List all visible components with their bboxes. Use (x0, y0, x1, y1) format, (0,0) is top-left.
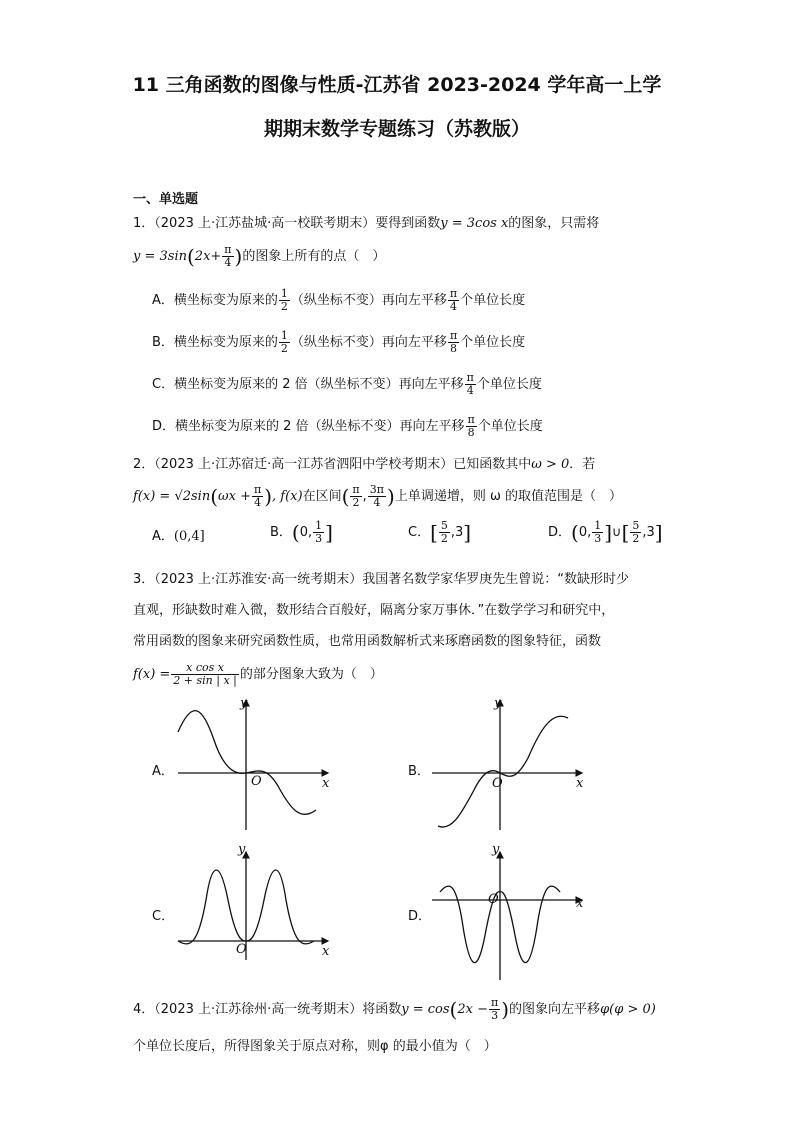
q1-stem-line1: 1．（2023 上·江苏盐城·高一校联考期末）要得到函数y = 3cos x的图象，只需将 (133, 216, 600, 231)
graph-b-origin: O (492, 776, 503, 791)
q1-option-d[interactable]: D．横坐标变为原来的 2 倍（纵坐标不变）再向左平移 $\frac{\pi}{8}$ 个单位长度 (152, 413, 543, 439)
q4-stem-line2: 个单位长度后，所得图象关于原点对称，则φ 的最小值为（ ） (133, 1039, 497, 1054)
q2-option-c[interactable]: C．[ $\frac{5}{2}$ ,3] (408, 519, 472, 545)
graph-b (432, 700, 582, 830)
q3-stem-line1: 3．（2023 上·江苏淮安·高一统考期末）我国著名数学家华罗庚先生曾说：“数缺形时少 (133, 572, 629, 587)
section-heading: 一、单选题 (133, 192, 199, 207)
q1-option-c[interactable]: C．横坐标变为原来的 2 倍（纵坐标不变）再向左平移 $\frac{\pi}{4}$ 个单位长度 (152, 371, 542, 397)
q2-option-b[interactable]: B．(0, $\frac{1}{3}$ ] (270, 519, 333, 545)
q3-option-b-label[interactable]: B． (408, 764, 430, 779)
graph-d-x-label: x (576, 896, 584, 911)
graph-d-y-label: y (492, 842, 500, 857)
q1-option-b[interactable]: B．横坐标变为原来的 $\frac{1}{2}$ （纵坐标不变）再向左平移 $\frac{\pi}{8}$ 个单位长度 (152, 329, 526, 355)
q1-stem-line2: y = 3sin(2x+ $\frac{\pi}{4}$ )的图象上所有的点（ ） (133, 243, 386, 269)
q4-stem-line1: 4．（2023 上·江苏徐州·高一统考期末）将函数y = cos(2x − $\frac{\pi}{3}$ )的图象向左平移φ(φ > 0) (133, 996, 656, 1022)
graph-b-x-label: x (576, 776, 584, 791)
graph-c (178, 852, 328, 960)
q3-stem-line3: 常用函数的图象来研究函数性质，也常用函数解析式来琢磨函数的图象特征，函数 (133, 634, 602, 649)
q2-option-d[interactable]: D．(0, $\frac{1}{3}$ ]∪[ $\frac{5}{2}$ ,3] (548, 519, 663, 545)
graph-c-x-label: x (322, 944, 330, 959)
graph-a-origin: O (251, 774, 262, 789)
page-title-line1: 11 三角函数的图像与性质-江苏省 2023-2024 学年高一上学 (132, 74, 662, 96)
q3-option-a-label[interactable]: A． (152, 764, 174, 779)
q3-stem-line4: f(x) = $\frac{\text{x cos x}}{2 + \sin | x |}$ 的部分图象大致为（ ） (133, 661, 383, 687)
q2-stem-line1: 2．（2023 上·江苏宿迁·高一江苏省泗阳中学校考期末）已知函数其中ω > 0．若 (133, 457, 596, 472)
q3-option-c-label[interactable]: C． (152, 909, 175, 924)
q3-stem-line2: 直观，形缺数时难入微，数形结合百般好，隔离分家万事休．”在数学学习和研究中， (133, 603, 615, 618)
q3-option-d-label[interactable]: D． (408, 909, 432, 924)
graph-c-y-label: y (238, 842, 246, 857)
q1-option-a[interactable]: A．横坐标变为原来的 $\frac{1}{2}$ （纵坐标不变）再向左平移 $\frac{\pi}{4}$ 个单位长度 (152, 287, 526, 313)
graph-d-origin: O (488, 892, 499, 907)
graph-a-x-label: x (322, 776, 330, 791)
page-title-line2: 期期末数学专题练习（苏教版） (263, 118, 530, 140)
graph-a-y-label: y (240, 696, 248, 711)
q2-stem-line2: f(x) = √2sin(ωx + $\frac{\pi}{4}$ ), f(x)在区间( $\frac{\pi}{2}$ , $\frac{3\pi}{4}$ )上单调递增，则 ω 的取值范围是（ ） (133, 483, 622, 509)
graph-c-origin: O (236, 942, 247, 957)
graph-d (432, 852, 582, 980)
graph-b-y-label: y (494, 696, 502, 711)
graph-a (178, 700, 328, 830)
q2-option-a[interactable]: A．(0,4] (152, 529, 205, 544)
